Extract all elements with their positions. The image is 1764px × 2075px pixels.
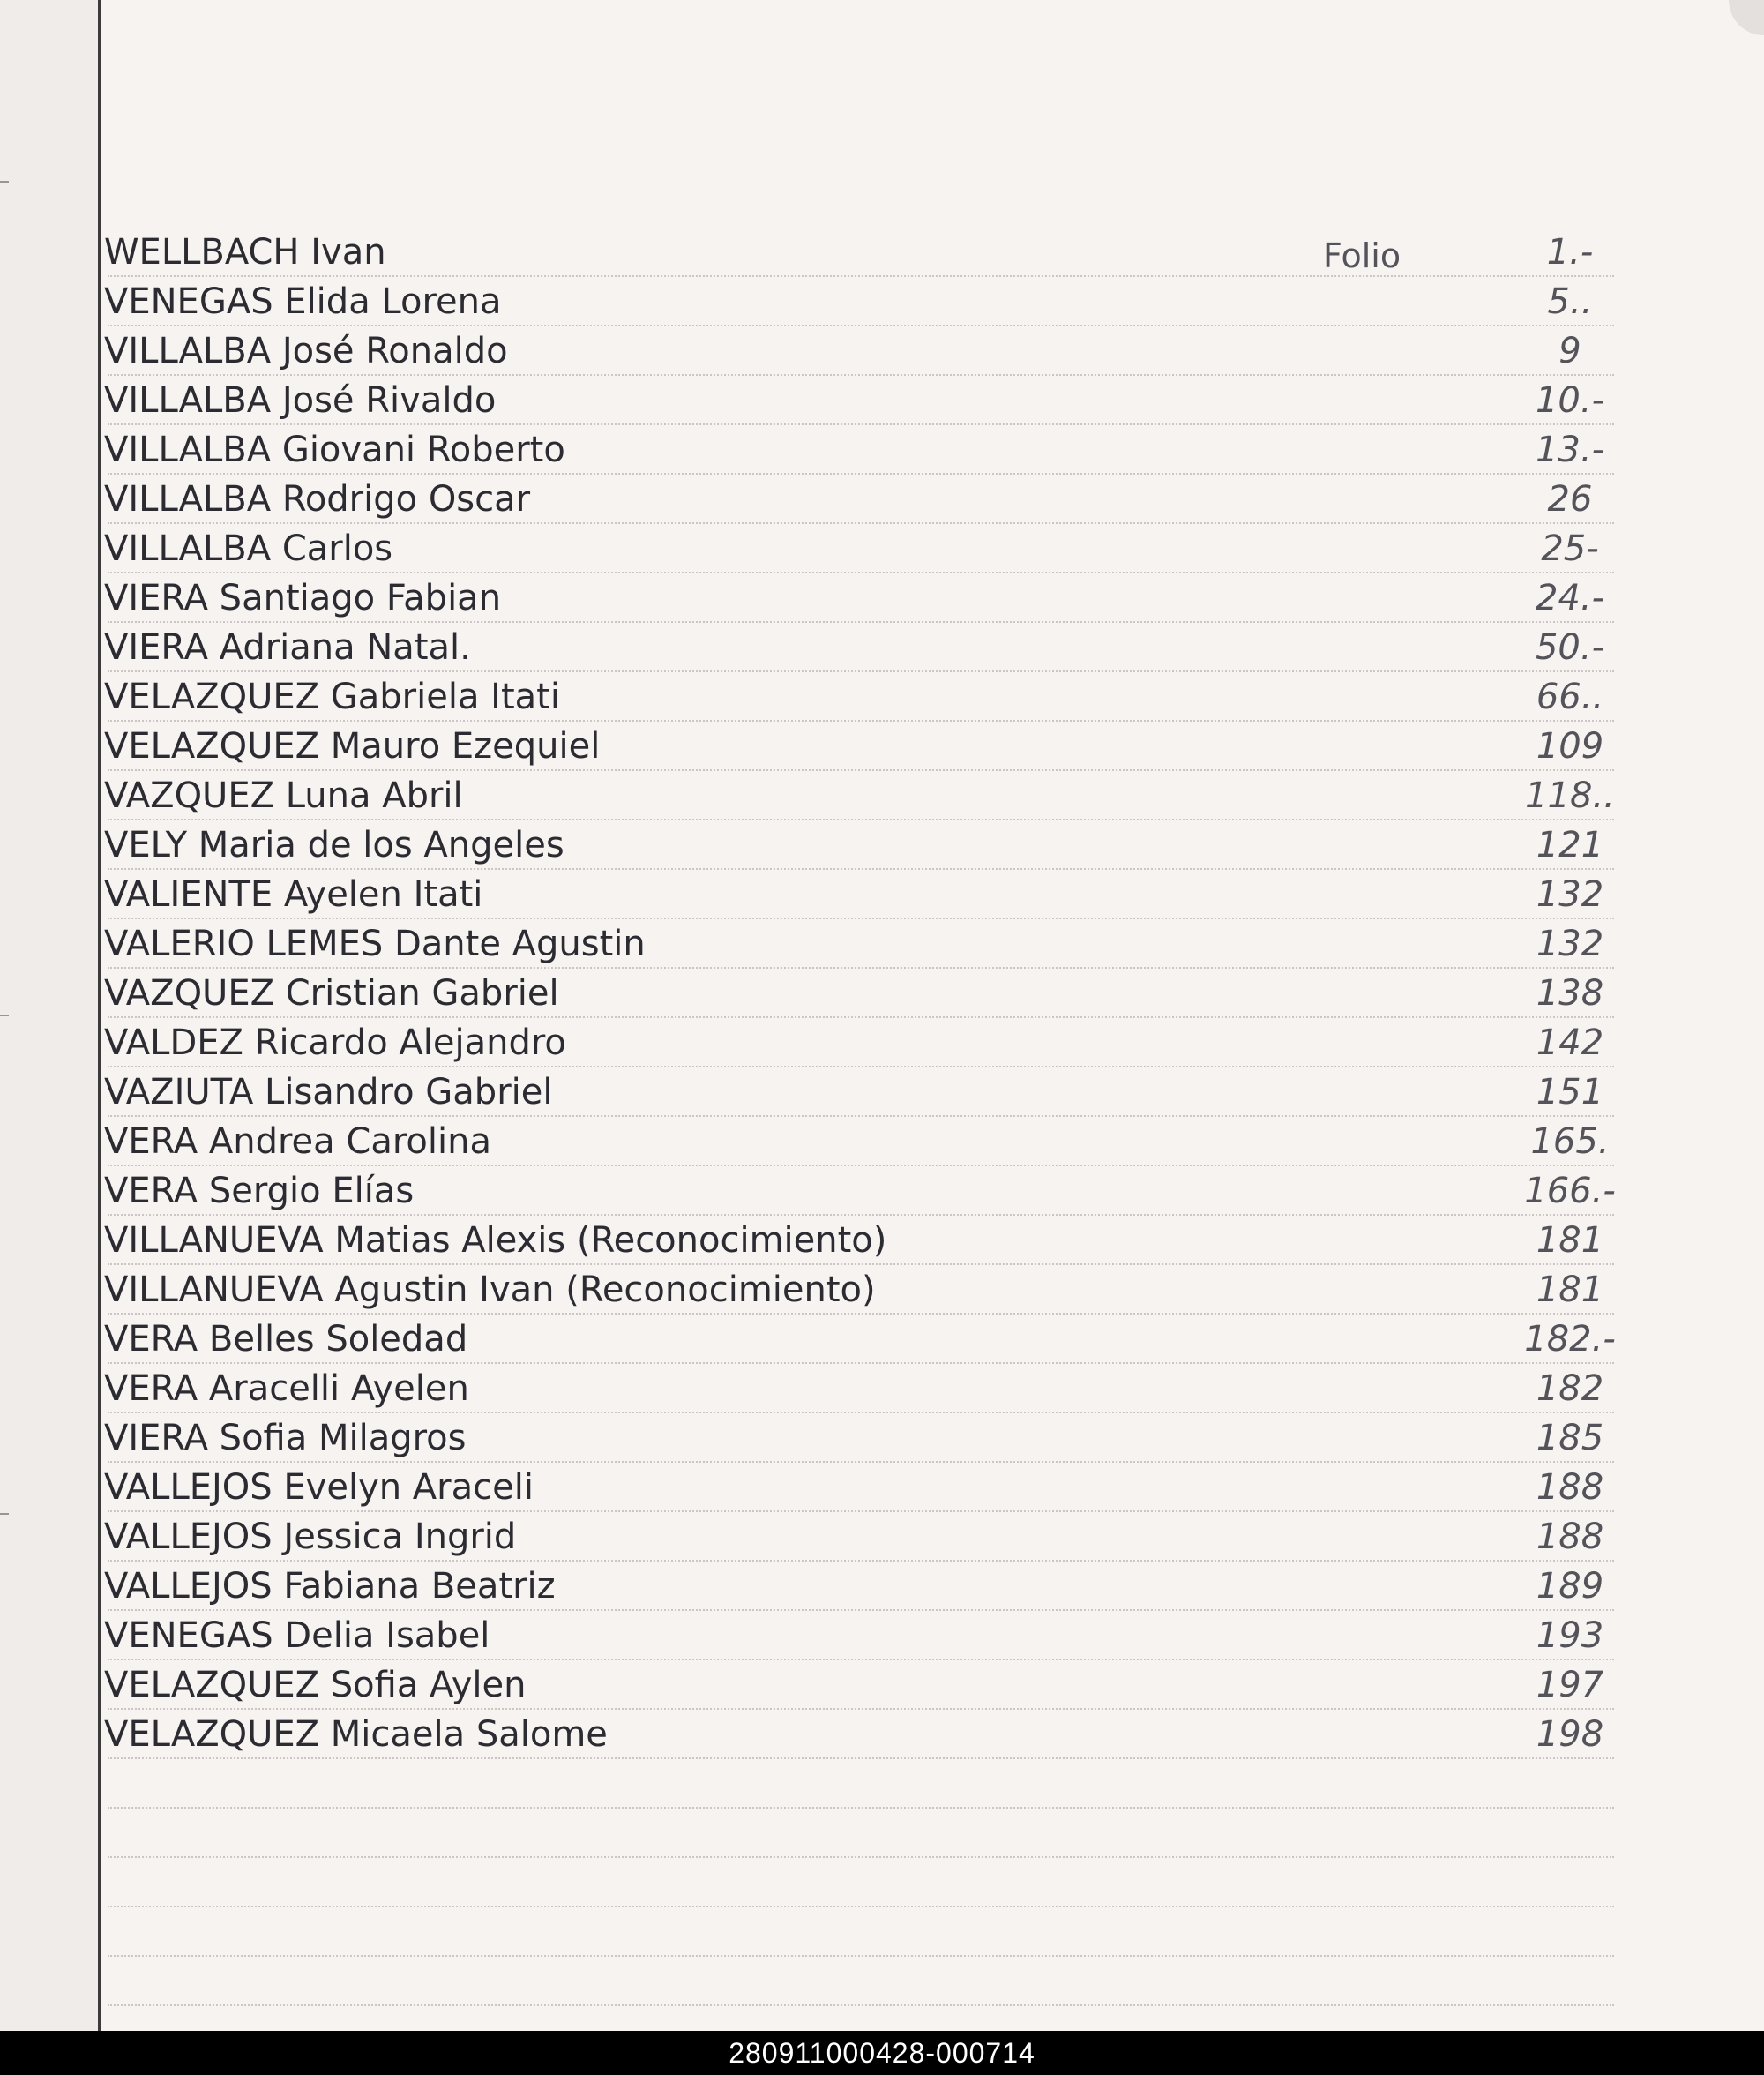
entry-name: VALLEJOS Jessica Ingrid xyxy=(104,1517,517,1557)
folio-column-header: Folio xyxy=(1323,236,1401,275)
entry-name: VALLEJOS Evelyn Araceli xyxy=(104,1467,534,1508)
list-item xyxy=(0,1115,1764,1165)
entry-folio: 50.- xyxy=(1535,627,1605,668)
list-item xyxy=(0,572,1764,621)
list-item xyxy=(0,1609,1764,1659)
entry-folio: 109 xyxy=(1536,726,1604,767)
entry-folio: 5.. xyxy=(1547,281,1593,322)
document-id: 280911000428-000714 xyxy=(729,2037,1035,2069)
list-item xyxy=(0,325,1764,374)
entry-folio: 25- xyxy=(1541,528,1599,569)
list-item xyxy=(0,967,1764,1016)
entry-name: VIERA Adriana Natal. xyxy=(104,627,471,668)
list-item xyxy=(0,1165,1764,1214)
entry-folio: 193 xyxy=(1536,1615,1604,1656)
list-item xyxy=(0,1461,1764,1510)
entry-folio: 182 xyxy=(1536,1368,1604,1409)
entry-folio: 132 xyxy=(1536,874,1604,915)
list-item xyxy=(0,374,1764,423)
entry-folio: 10.- xyxy=(1535,380,1605,421)
list-item xyxy=(0,1560,1764,1609)
list-item xyxy=(0,1214,1764,1263)
entry-name: VALERIO LEMES Dante Agustin xyxy=(104,924,646,964)
entry-name: VELAZQUEZ Sofia Aylen xyxy=(104,1665,527,1705)
list-item xyxy=(0,819,1764,868)
entry-name: VILLALBA Carlos xyxy=(104,528,393,569)
entry-name: VIERA Santiago Fabian xyxy=(104,578,502,618)
entry-name: WELLBACH Ivan xyxy=(104,232,386,273)
ruled-line xyxy=(108,1807,1614,1809)
entry-folio: 188 xyxy=(1536,1467,1604,1508)
entry-folio: 26 xyxy=(1547,479,1593,520)
list-item xyxy=(0,226,1764,275)
list-item xyxy=(0,1362,1764,1412)
entry-name: VILLANUEVA Matias Alexis (Reconocimiento) xyxy=(104,1220,887,1261)
list-item xyxy=(0,1313,1764,1362)
entry-name: VILLALBA José Rivaldo xyxy=(104,380,497,421)
entry-folio: 118.. xyxy=(1525,775,1615,816)
entry-name: VAZIUTA Lisandro Gabriel xyxy=(104,1072,553,1112)
entry-name: VALLEJOS Fabiana Beatriz xyxy=(104,1566,556,1607)
entry-folio: 165. xyxy=(1530,1121,1610,1162)
entry-folio: 151 xyxy=(1536,1072,1604,1112)
entry-name: VALIENTE Ayelen Itati xyxy=(104,874,483,915)
entry-folio: 182.- xyxy=(1524,1319,1616,1360)
ruled-line xyxy=(108,1856,1614,1858)
entry-folio: 9 xyxy=(1558,331,1581,371)
entry-folio: 197 xyxy=(1536,1665,1604,1705)
list-item xyxy=(0,1659,1764,1708)
list-item xyxy=(0,423,1764,473)
list-item xyxy=(0,918,1764,967)
list-item xyxy=(0,1412,1764,1461)
entry-name: VALDEZ Ricardo Alejandro xyxy=(104,1023,566,1063)
entry-name: VILLALBA José Ronaldo xyxy=(104,331,508,371)
entry-folio: 1.- xyxy=(1546,232,1594,273)
ruled-line xyxy=(108,1906,1614,1907)
list-item xyxy=(0,1510,1764,1560)
entry-name: VENEGAS Elida Lorena xyxy=(104,281,502,322)
entry-name: VERA Sergio Elías xyxy=(104,1171,415,1211)
entry-name: VIERA Sofia Milagros xyxy=(104,1418,467,1458)
list-item xyxy=(0,769,1764,819)
list-item xyxy=(0,1263,1764,1313)
list-item xyxy=(0,275,1764,325)
page-edge-mark xyxy=(0,181,9,183)
list-item xyxy=(0,473,1764,522)
entry-folio: 13.- xyxy=(1535,430,1605,470)
entry-folio: 24.- xyxy=(1535,578,1605,618)
entry-name: VILLANUEVA Agustin Ivan (Reconocimiento) xyxy=(104,1270,876,1310)
list-item xyxy=(0,868,1764,918)
entry-name: VELAZQUEZ Micaela Salome xyxy=(104,1714,608,1755)
entry-folio: 198 xyxy=(1536,1714,1604,1755)
entry-name: VAZQUEZ Cristian Gabriel xyxy=(104,973,559,1014)
entry-folio: 132 xyxy=(1536,924,1604,964)
list-item xyxy=(0,1066,1764,1115)
ruled-line xyxy=(108,1955,1614,1957)
entry-folio: 142 xyxy=(1536,1023,1604,1063)
ruled-line xyxy=(108,1757,1614,1759)
page-corner xyxy=(1729,0,1764,35)
entry-folio: 66.. xyxy=(1536,677,1604,717)
entry-name: VILLALBA Rodrigo Oscar xyxy=(104,479,531,520)
list-item xyxy=(0,1016,1764,1066)
entry-name: VERA Belles Soledad xyxy=(104,1319,468,1360)
entry-name: VERA Andrea Carolina xyxy=(104,1121,491,1162)
entry-name: VELAZQUEZ Gabriela Itati xyxy=(104,677,560,717)
entry-name: VENEGAS Delia Isabel xyxy=(104,1615,490,1656)
list-item xyxy=(0,670,1764,720)
entry-name: VERA Aracelli Ayelen xyxy=(104,1368,469,1409)
entry-name: VAZQUEZ Luna Abril xyxy=(104,775,463,816)
entry-folio: 121 xyxy=(1536,825,1604,865)
archive-footer xyxy=(0,2031,1764,2075)
entry-folio: 166.- xyxy=(1524,1171,1616,1211)
list-item xyxy=(0,1708,1764,1757)
list-item xyxy=(0,621,1764,670)
entry-folio: 181 xyxy=(1536,1270,1604,1310)
entry-folio: 189 xyxy=(1536,1566,1604,1607)
list-item xyxy=(0,720,1764,769)
list-item xyxy=(0,522,1764,572)
entry-name: VELAZQUEZ Mauro Ezequiel xyxy=(104,726,601,767)
entry-folio: 188 xyxy=(1536,1517,1604,1557)
entry-folio: 185 xyxy=(1536,1418,1604,1458)
entry-name: VELY Maria de los Angeles xyxy=(104,825,564,865)
entry-folio: 181 xyxy=(1536,1220,1604,1261)
ruled-line xyxy=(108,2004,1614,2006)
entry-folio: 138 xyxy=(1536,973,1604,1014)
entry-name: VILLALBA Giovani Roberto xyxy=(104,430,565,470)
